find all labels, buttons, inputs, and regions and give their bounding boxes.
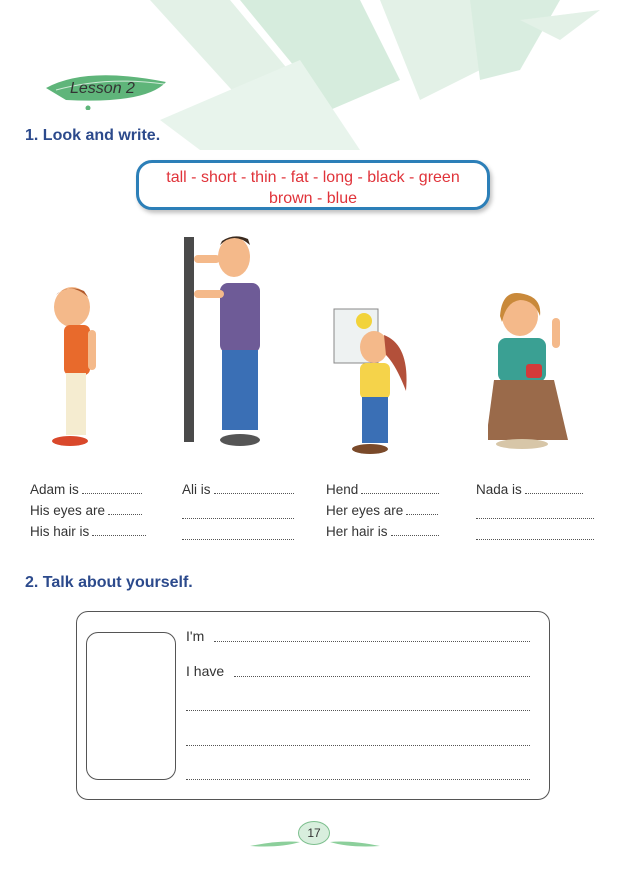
photo-placeholder [86,632,176,780]
talk-blank-5[interactable] [186,779,530,780]
talk-line-1: I'm [186,628,205,644]
adam-blank-2[interactable] [108,513,142,515]
talk-blank-2[interactable] [234,676,530,677]
nada-illustration [488,292,578,452]
section2-title: 2. Talk about yourself. [25,574,193,591]
talk-blank-1[interactable] [214,641,530,642]
hend-blank-1[interactable] [361,492,439,494]
adam-line-3: His hair is [30,524,146,539]
section1-title: 1. Look and write. [25,127,161,144]
word-bank-box [136,160,490,210]
page-number: 17 [298,821,330,845]
talk-line-2: I have [186,663,225,679]
talk-blank-3[interactable] [186,710,530,711]
talk-blank-4[interactable] [186,745,530,746]
ali-illustration [180,235,270,455]
hend-blank-2[interactable] [406,513,438,515]
adam-line-1: Adam is [30,482,142,497]
word-bank-line1: tall - short - thin - fat - long - black - green [166,169,460,186]
hend-line-3: Her hair is [326,524,439,539]
ali-blank-1[interactable] [214,492,294,494]
ali-blank-2[interactable] [182,518,294,519]
nada-line-1: Nada is [476,482,583,497]
adam-line-2: His eyes are [30,503,142,518]
hend-line-2: Her eyes are [326,503,438,518]
adam-blank-3[interactable] [92,534,146,536]
lesson-label: Lesson 2 [70,80,135,97]
nada-blank-3[interactable] [476,539,594,540]
hend-blank-3[interactable] [391,534,439,536]
word-bank-line2: brown - blue [268,190,358,207]
hend-illustration [330,305,425,455]
nada-blank-2[interactable] [476,518,594,519]
nada-blank-1[interactable] [525,492,583,494]
adam-blank-1[interactable] [82,492,142,494]
hend-line-1: Hend [326,482,439,497]
adam-illustration [40,285,110,455]
ali-blank-3[interactable] [182,539,294,540]
ali-line-1: Ali is [182,482,294,497]
